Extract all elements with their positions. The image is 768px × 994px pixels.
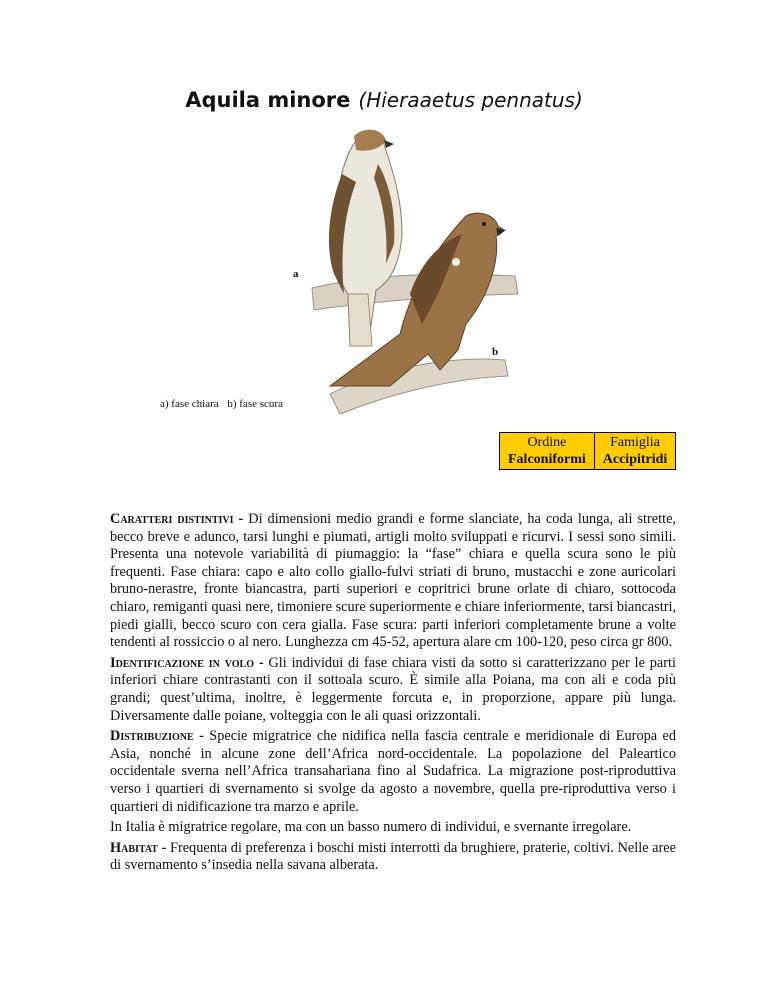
text-caratteri: Di dimensioni medio grandi e forme slanciate, ha coda lunga, ali strette, becco breve e adunco, tarsi lunghi e piumati, artigli molto sviluppati e ricurvi. I sessi sono simili. Presenta una notevole variabilità di piumaggio: la “fase” chiara e quella scura sono le più frequenti. Fase chiara: capo e alto collo giallo-fulvi striati di bruno, mustacchi e zone auricolari bruno-nerastre, fronte biancastra, parti superiori e copritrici brune orlate di chiaro, sottocoda chiaro, remiganti quasi nere, timoniere scure superiormente e chiare inferiormente, tarsi biancastri, piedi gialli, becco scuro con cera gialla. Fase scura: parti inferiori completamente brune a volte tendenti al rossiccio o al nero. Lunghezza cm 45-52, apertura alare cm 100-120, peso circa gr 800. [110,511,676,651]
separator: - [253,654,269,671]
section-distribuzione [110,728,676,816]
section-identificazione [110,655,676,725]
order-cell [500,433,595,470]
text-habitat: Frequenta di preferenza i boschi misti interrotti da brughiere, praterie, coltivi. Nelle aree di svernamento s’insedia nella savana alberata. [110,839,676,874]
order-value: Falconiformi [508,452,586,467]
heading-caratteri: Caratteri distintivi [110,511,234,527]
description-body [110,511,676,878]
heading-identificazione: Identificazione in volo [110,654,254,671]
heading-habitat: Habitat [110,839,158,856]
label-b: b [492,346,499,358]
separator: - [193,728,210,745]
caption-a: a) fase chiara [160,398,219,410]
family-value: Accipitridi [602,452,668,467]
text-distribuzione: Specie migratrice che nidifica nella fascia centrale e meridionale di Europa ed Asia, nonché in alcune zone dell’Africa nord-occidentale. La popolazione del Paleartico occidentale sverna nell’Africa transahariana fino al Sudafrica. La migrazione post-riproduttiva verso i quartieri di svernamento si svolge da agosto a novembre, quella pre-riproduttiva verso i quartieri di nidificazione tra marzo e aprile. [110,728,676,815]
separator: - [157,839,170,856]
text-italia: In Italia è migratrice regolare, ma con un basso numero di individui, e svernante irregolare. [110,819,632,836]
order-label: Ordine [527,435,567,450]
scientific-name: (Hieraaetus pennatus) [358,88,583,112]
eagle-illustration [290,124,520,414]
separator: - [233,511,249,527]
common-name: Aquila minore [185,88,351,112]
text-identificazione: Gli individui di fase chiara visti da sotto si caratterizzano per le parti inferiori chiare contrastanti con il sottoala scuro. È simile alla Poiana, ma con ali e coda più grandi; quest’ultima, inoltre, è leggermente forcuta e, in proporzione, appare più lunga. Diversamente dalle poiane, volteggia con le ali quasi orizzontali. [110,654,676,724]
family-cell [594,433,676,470]
caption-b: b) fase scura [227,398,283,410]
taxonomy-table [499,432,676,470]
illustration-caption [160,398,289,410]
label-a: a [293,268,299,280]
family-label: Famiglia [610,435,660,450]
section-caratteri [110,511,676,652]
section-habitat [110,840,676,875]
page-title [0,88,768,112]
heading-distribuzione: Distribuzione [110,728,194,745]
section-italia [110,819,676,837]
